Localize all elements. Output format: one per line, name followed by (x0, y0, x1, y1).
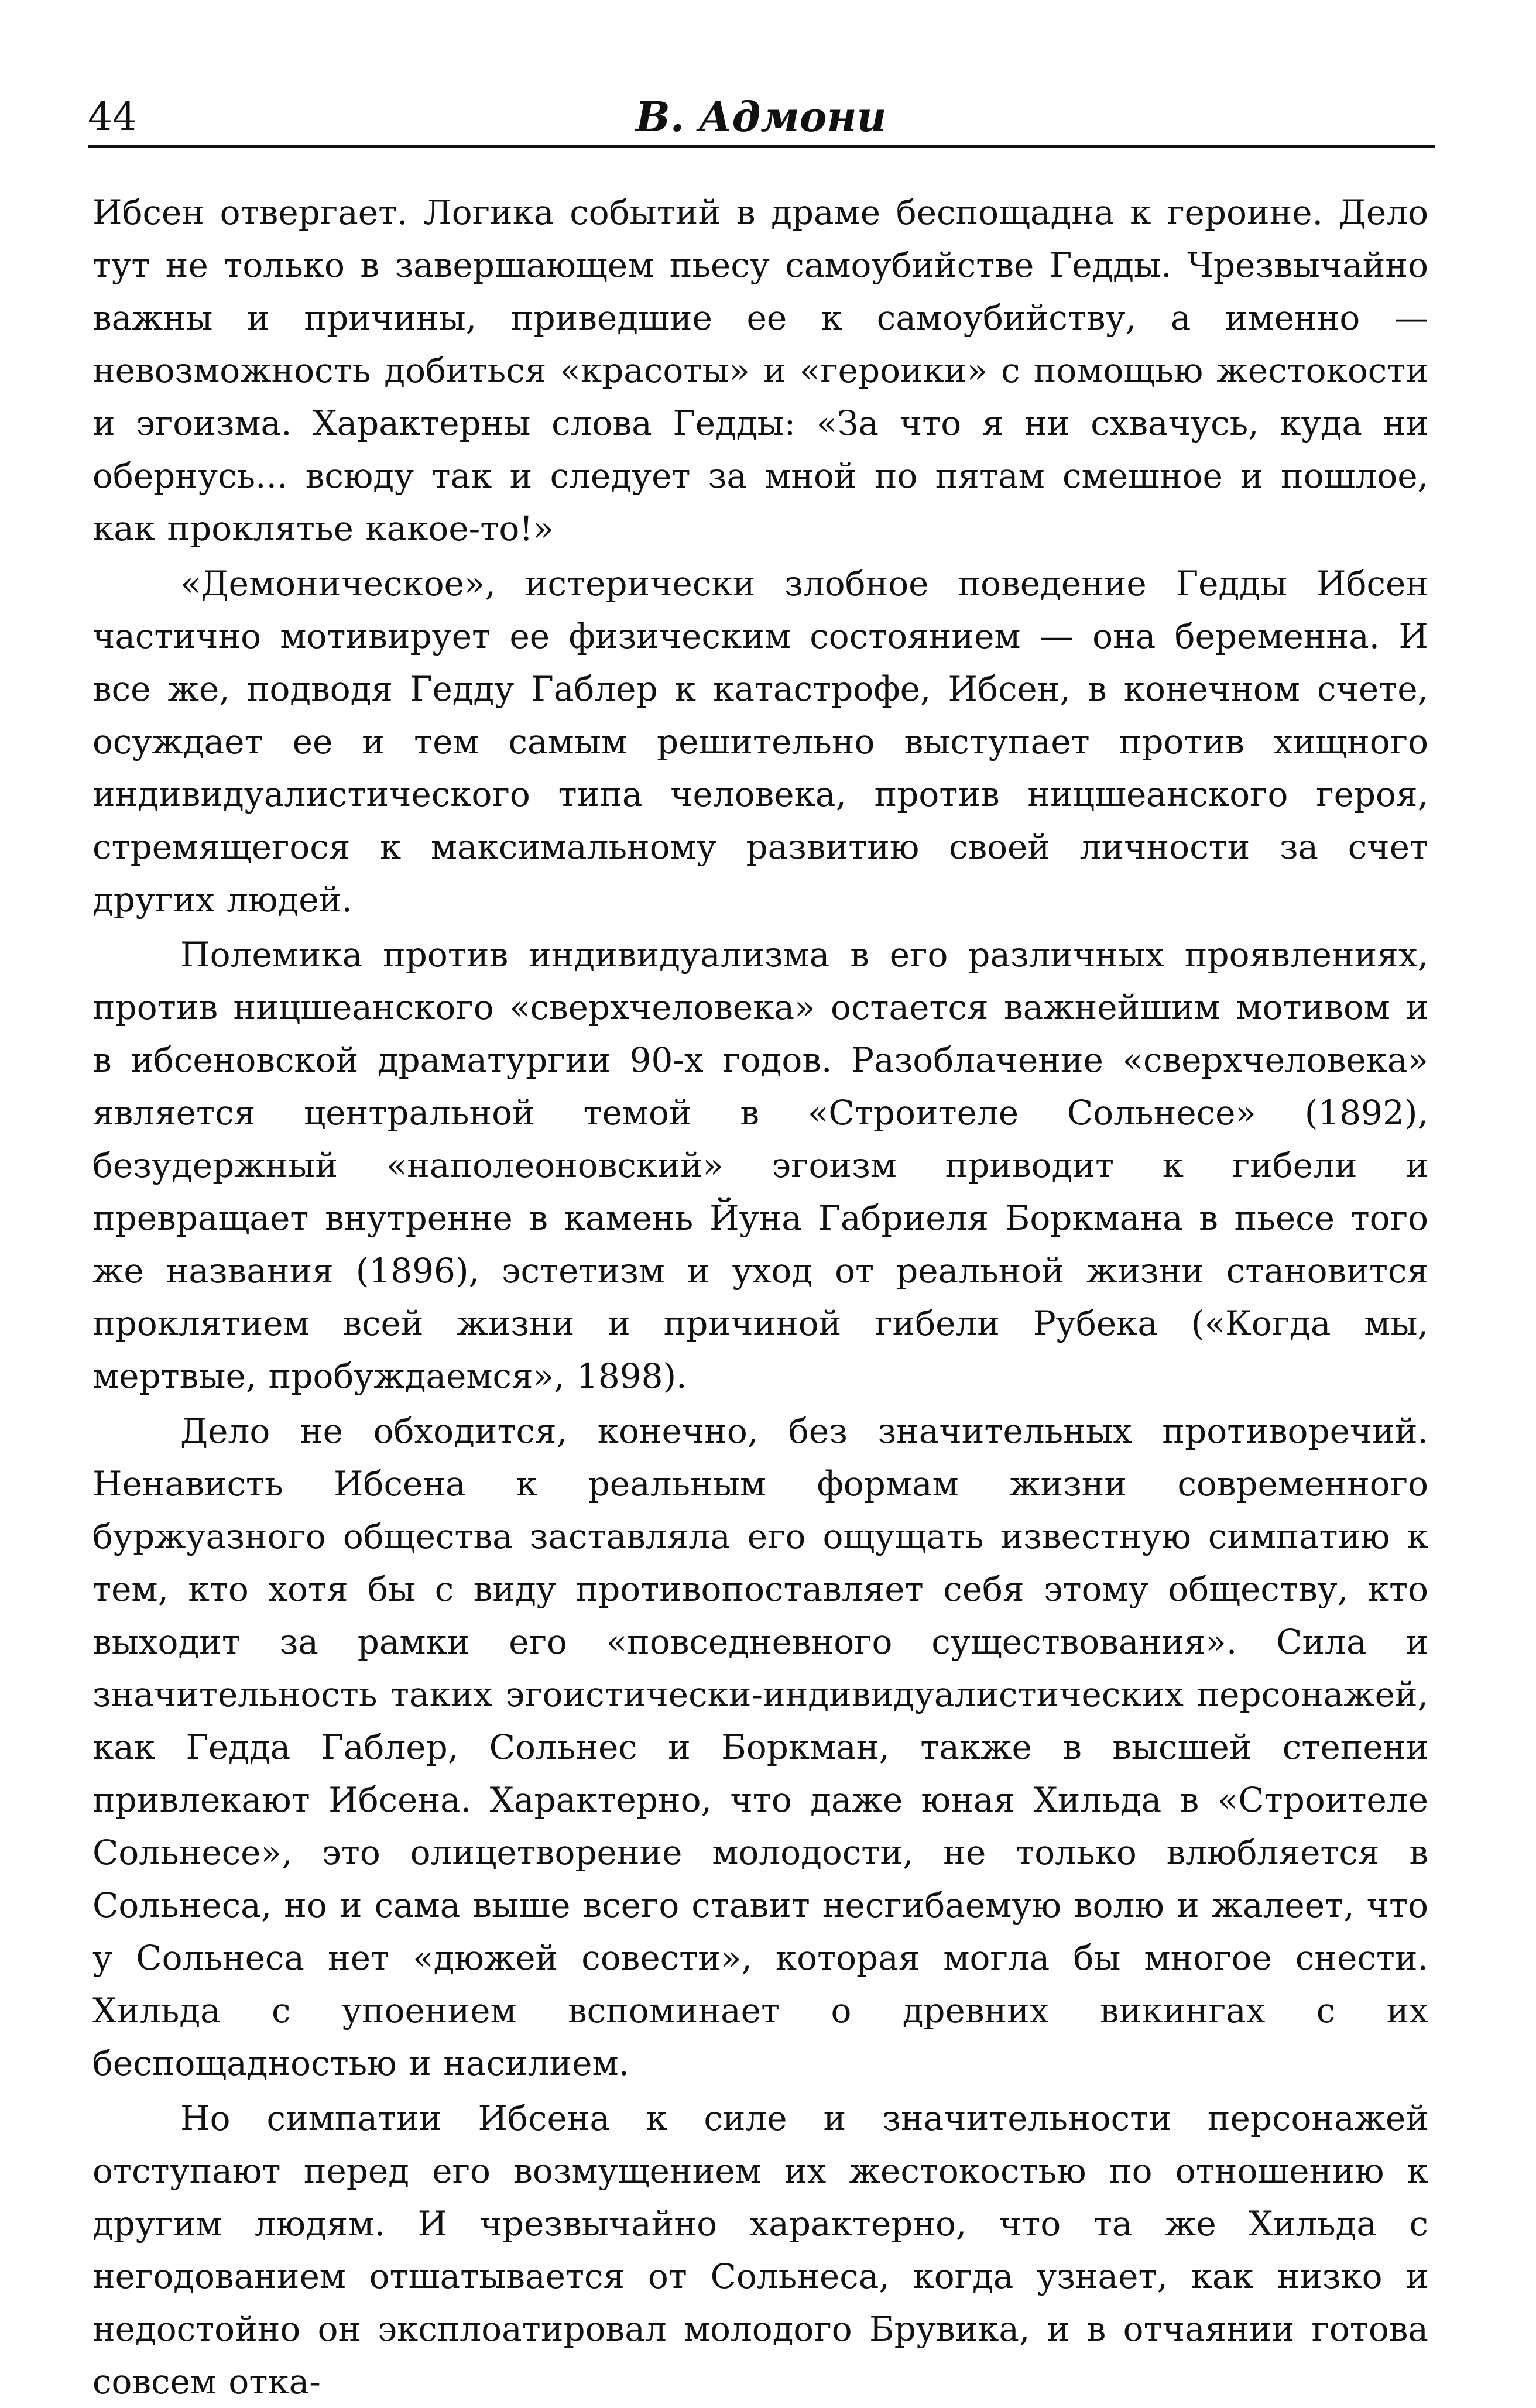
paragraph: Но симпатии Ибсена к силе и значительности персонажей отступают перед его возмущением их жестокостью по отношению к другим людям. И чрезвычайно характерно, что та же Хильда с негодованием отшатывается от Сольнеса, когда узнает, как низко и недостойно он эксплоатировал молодого Брувика, и в отчаянии готова совсем отка- (92, 2098, 1428, 2402)
paragraph: Дело не обходится, конечно, без значительных противоречий. Ненависть Ибсена к реальным формам жизни современного буржуазного общества заставляла его ощущать известную симпатию к тем, кто хотя бы с виду противопоставляет себя этому обществу, кто выходит за рамки его «повседневного существования». Сила и значительность таких эгоистически-индивидуалистических персонажей, как Гедда Габлер, Сольнес и Боркман, также в высшей степени привлекают Ибсена. Характерно, что даже юная Хильда в «Строителе Сольнесе», это олицетворение молодости, не только влюбляется в Сольнеса, но и сама выше всего ставит несгибаемую волю и жалеет, что у Сольнеса нет «дюжей совести», которая могла бы многое снести. Хильда с упоением вспоминает о древних викингах с их беспощадностью и насилием. (92, 1411, 1428, 2083)
page-number: 44 (88, 94, 137, 139)
running-head (88, 88, 1434, 146)
paragraph: Ибсен отвергает. Логика событий в драме беспощадна к героине. Дело тут не только в завершающем пьесу самоубийстве Гедды. Чрезвычайно важны и причины, приведшие ее к самоубийству, а именно — невозможность добиться «красоты» и «героики» с помощью жестокости и эгоизма. Характерны слова Гедды: «За что я ни схвачусь, куда ни обернусь... всюду так и следует за мной по пятам смешное и пошлое, как проклятье какое-то!» (92, 193, 1428, 548)
header-rule (88, 145, 1435, 148)
paragraph: «Демоническое», истерически злобное поведение Гедды Ибсен частично мотивирует ее физическим состоянием — она беременна. И все же, подводя Гедду Габлер к катастрофе, Ибсен, в конечном счете, осуждает ее и тем самым решительно выступает против хищного индивидуалистического типа человека, против ницшеанского героя, стремящегося к максимальному развитию своей личности за счет других людей. (92, 564, 1428, 920)
body-text (92, 186, 1428, 2408)
running-title: В. Адмони (635, 92, 887, 141)
paragraph: Полемика против индивидуализма в его различных проявлениях, против ницшеанского «сверхчеловека» остается важнейшим мотивом и в ибсеновской драматургии 90-х годов. Разоблачение «сверхчеловека» является центральной темой в «Строителе Сольнесе» (1892), безудержный «наполеоновский» эгоизм приводит к гибели и превращает внутренне в камень Йуна Габриеля Боркмана в пьесе того же названия (1896), эстетизм и уход от реальной жизни становится проклятием всей жизни и причиной гибели Рубека («Когда мы, мертвые, пробуждаемся», 1898). (92, 935, 1428, 1396)
